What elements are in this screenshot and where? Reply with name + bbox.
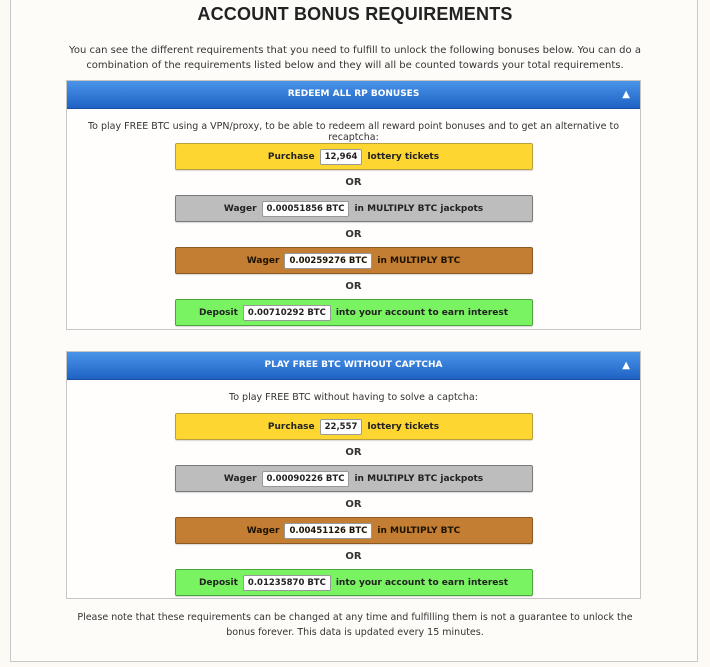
or-separator: OR xyxy=(345,447,362,458)
intro-text: You can see the different requirements that you need to fulfill to unlock the following bonuses below. You can do a combination of the requirements listed below and they will all be counted towards your total requirements. xyxy=(69,45,641,71)
requirement-suffix: in MULTIPLY BTC jackpots xyxy=(354,203,484,214)
requirement-suffix: into your account to earn interest xyxy=(335,577,509,588)
requirement-suffix: lottery tickets xyxy=(367,421,440,432)
requirement-prefix: Wager xyxy=(246,255,280,266)
requirement-suffix: in MULTIPLY BTC jackpots xyxy=(354,473,484,484)
requirement-value: 0.00451126 BTC xyxy=(284,523,372,539)
page-title: ACCOUNT BONUS REQUIREMENTS xyxy=(197,4,513,24)
jackpot-requirement xyxy=(175,195,533,222)
requirement-value: 0.00051856 BTC xyxy=(262,201,350,217)
requirement-prefix: Purchase xyxy=(267,151,315,162)
lottery-requirement xyxy=(175,143,533,170)
or-separator: OR xyxy=(345,229,362,240)
panel-description: To play FREE BTC using a VPN/proxy, to be able to redeem all reward point bonuses and to get an alternative to recaptcha: xyxy=(87,121,620,143)
panel-redeem-rp-bonuses xyxy=(66,80,641,330)
or-separator: OR xyxy=(345,177,362,188)
requirement-prefix: Wager xyxy=(223,473,257,484)
panel-header[interactable] xyxy=(67,352,640,380)
requirement-prefix: Wager xyxy=(246,525,280,536)
requirement-value: 22,557 xyxy=(320,419,363,435)
or-separator: OR xyxy=(345,281,362,292)
panel-header[interactable] xyxy=(67,81,640,109)
requirement-value: 0.00259276 BTC xyxy=(284,253,372,269)
lottery-requirement xyxy=(175,413,533,440)
deposit-requirement xyxy=(175,569,533,596)
requirement-prefix: Wager xyxy=(223,203,257,214)
requirement-value: 0.01235870 BTC xyxy=(243,575,331,591)
jackpot-requirement xyxy=(175,465,533,492)
or-separator: OR xyxy=(345,499,362,510)
requirement-suffix: in MULTIPLY BTC xyxy=(377,255,461,266)
deposit-requirement xyxy=(175,299,533,326)
arrow-up-icon[interactable]: ▲ xyxy=(622,360,630,371)
panel-title: REDEEM ALL RP BONUSES xyxy=(287,89,420,99)
requirement-value: 0.00710292 BTC xyxy=(243,305,331,321)
requirement-suffix: lottery tickets xyxy=(367,151,440,162)
arrow-up-icon[interactable]: ▲ xyxy=(622,89,630,100)
multiply-requirement xyxy=(175,517,533,544)
panel-title: PLAY FREE BTC WITHOUT CAPTCHA xyxy=(264,360,443,370)
panel-play-without-captcha xyxy=(66,351,641,599)
requirement-prefix: Deposit xyxy=(198,577,238,588)
requirement-prefix: Deposit xyxy=(198,307,238,318)
requirement-prefix: Purchase xyxy=(267,421,315,432)
requirement-value: 0.00090226 BTC xyxy=(262,471,350,487)
footnote-text: Please note that these requirements can be changed at any time and fulfilling them is not a guarantee to unlock the bonus forever. This data is updated every 15 minutes. xyxy=(77,612,633,638)
or-separator: OR xyxy=(345,551,362,562)
panel-description: To play FREE BTC without having to solve a captcha: xyxy=(229,392,478,403)
requirement-suffix: in MULTIPLY BTC xyxy=(377,525,461,536)
requirement-suffix: into your account to earn interest xyxy=(335,307,509,318)
multiply-requirement xyxy=(175,247,533,274)
requirement-value: 12,964 xyxy=(320,149,363,165)
